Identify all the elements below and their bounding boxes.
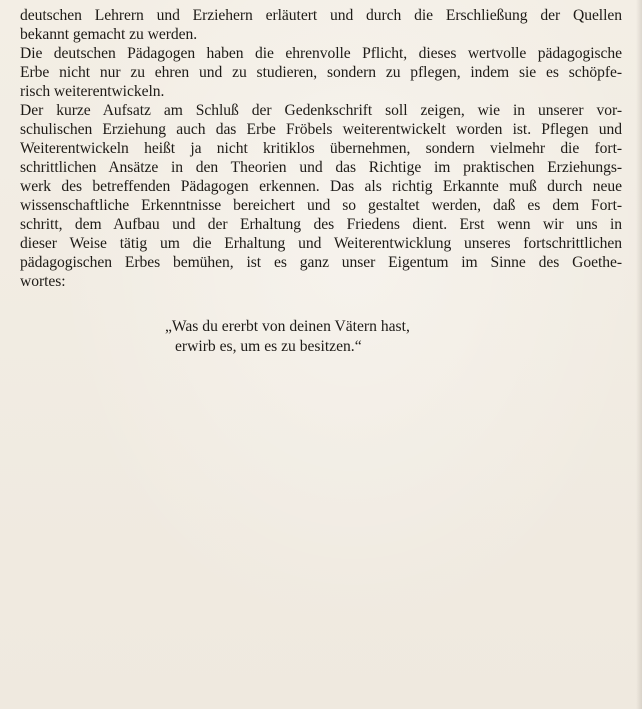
text-line: Die deutschen Pädagogen haben die ehrenvolle Pflicht, dieses wertvolle pädagogische bbox=[20, 45, 622, 62]
page-edge-shadow bbox=[636, 0, 642, 709]
text-line: Weiterentwickeln heißt ja nicht kritiklos übernehmen, sondern vielmehr die fort- bbox=[20, 140, 622, 157]
text-line: Der kurze Aufsatz am Schluß der Gedenkschrift soll zeigen, wie in unserer vor- bbox=[20, 102, 622, 119]
text-line: schulischen Erziehung auch das Erbe Fröbels weiterentwickelt worden ist. Pflegen und bbox=[20, 121, 622, 138]
text-line: wissenschaftliche Erkenntnisse bereichert und so gestaltet werden, daß es dem Fort- bbox=[20, 197, 622, 214]
text-line: deutschen Lehrern und Erziehern erläutert und durch die Erschließung der Quellen bbox=[20, 7, 622, 24]
text-line: risch weiterentwickeln. bbox=[20, 83, 165, 100]
text-line: bekannt gemacht zu werden. bbox=[20, 26, 198, 43]
text-line: schrittlichen Ansätze in den Theorien und das Richtige im praktischen Erziehungs- bbox=[20, 159, 622, 176]
text-line: werk des betreffenden Pädagogen erkennen. Das als richtig Erkannte muß durch neue bbox=[20, 178, 622, 195]
quote-line-1: „Was du ererbt von deinen Vätern hast, bbox=[165, 318, 410, 335]
text-line: schritt, dem Aufbau und der Erhaltung des Friedens dient. Erst wenn wir uns in bbox=[20, 216, 622, 233]
text-line: wortes: bbox=[20, 273, 66, 290]
text-line: pädagogischen Erbes bemühen, ist es ganz unser Eigentum im Sinne des Goethe- bbox=[20, 254, 622, 271]
text-line: dieser Weise tätig um die Erhaltung und Weiterentwicklung unseres fortschrittlichen bbox=[20, 235, 622, 252]
body-text bbox=[20, 6, 622, 291]
quote-line-2: erwirb es, um es zu besitzen.“ bbox=[175, 338, 362, 355]
text-line: Erbe nicht nur zu ehren und zu studieren, sondern zu pflegen, indem sie es schöpfe- bbox=[20, 64, 622, 81]
goethe-quote bbox=[165, 317, 410, 357]
